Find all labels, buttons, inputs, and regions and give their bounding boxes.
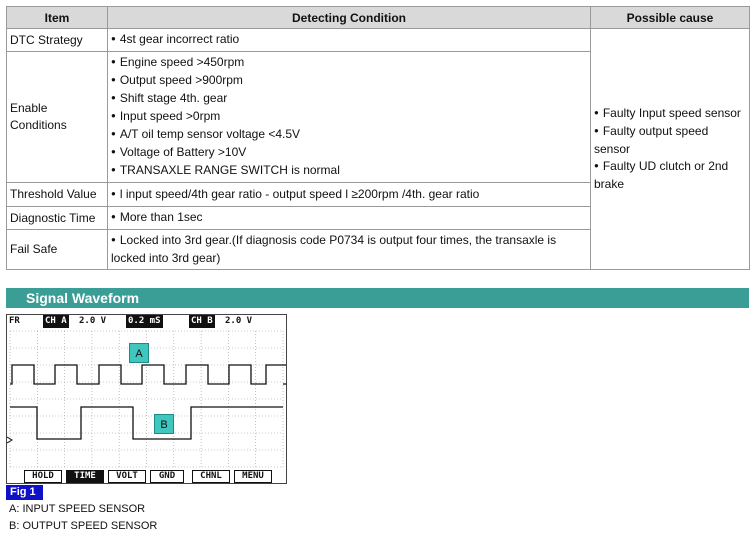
condition-text: ● Engine speed >450rpm xyxy=(111,54,587,72)
waveform-a xyxy=(10,365,286,384)
condition-text: ● Output speed >900rpm xyxy=(111,72,587,90)
row-condition xyxy=(108,183,591,207)
waveform-b xyxy=(10,407,283,439)
row-condition xyxy=(108,230,591,270)
dtc-table xyxy=(6,6,750,270)
ch-a-label: CH A xyxy=(45,316,67,326)
cause-text: ● Faulty output speed sensor xyxy=(594,123,746,158)
marker-a: A xyxy=(129,343,149,363)
scope-mode: FR xyxy=(9,316,20,326)
hold-button[interactable]: HOLD xyxy=(24,470,62,483)
header-item: Item xyxy=(7,7,108,29)
row-item: Fail Safe xyxy=(7,230,108,270)
row-item: Threshold Value xyxy=(7,183,108,207)
figure-label: Fig 1 xyxy=(6,485,43,500)
row-condition xyxy=(108,207,591,230)
header-cause: Possible cause xyxy=(591,7,750,29)
row-item: Enable Conditions xyxy=(7,52,108,183)
cause-text: ● Faulty UD clutch or 2nd brake xyxy=(594,158,746,193)
volt-button[interactable]: VOLT xyxy=(108,470,146,483)
section-title: Signal Waveform xyxy=(6,288,749,308)
condition-text: ● Input speed >0rpm xyxy=(111,108,587,126)
ch-b-label: CH B xyxy=(191,316,213,326)
condition-text: ● Voltage of Battery >10V xyxy=(111,144,587,162)
oscilloscope-screen xyxy=(6,314,287,484)
legend-item: A: INPUT SPEED SENSOR xyxy=(9,503,146,515)
timebase: 0.2 mS xyxy=(128,316,161,326)
chnl-button[interactable]: CHNL xyxy=(192,470,230,483)
condition-text: ● TRANSAXLE RANGE SWITCH is normal xyxy=(111,162,587,180)
header-condition: Detecting Condition xyxy=(108,7,591,29)
gnd-button[interactable]: GND xyxy=(150,470,184,483)
row-item: Diagnostic Time xyxy=(7,207,108,230)
table-row xyxy=(7,29,750,52)
ch-a-volt: 2.0 V xyxy=(79,316,107,326)
condition-text: ● Locked into 3rd gear.(If diagnosis code P0734 is output four times, the transaxle is locked into 3rd gear) xyxy=(111,232,587,267)
menu-button[interactable]: MENU xyxy=(234,470,272,483)
possible-cause-cell xyxy=(591,29,750,270)
condition-text: ● A/T oil temp sensor voltage <4.5V xyxy=(111,126,587,144)
ch-b-volt: 2.0 V xyxy=(225,316,253,326)
legend-item: B: OUTPUT SPEED SENSOR xyxy=(9,520,158,532)
condition-text: ● More than 1sec xyxy=(111,209,587,227)
scope-status-bar xyxy=(7,315,286,328)
table-header-row xyxy=(7,7,750,29)
ground-marker xyxy=(7,437,12,443)
row-condition xyxy=(108,52,591,183)
time-button[interactable]: TIME xyxy=(66,470,104,483)
condition-text: ● 4st gear incorrect ratio xyxy=(111,31,587,49)
condition-text: ● Shift stage 4th. gear xyxy=(111,90,587,108)
condition-text: ● l input speed/4th gear ratio - output speed l ≥200rpm /4th. gear ratio xyxy=(111,186,587,204)
row-item: DTC Strategy xyxy=(7,29,108,52)
marker-b: B xyxy=(154,414,174,434)
row-condition xyxy=(108,29,591,52)
cause-text: ● Faulty Input speed sensor xyxy=(594,105,746,123)
